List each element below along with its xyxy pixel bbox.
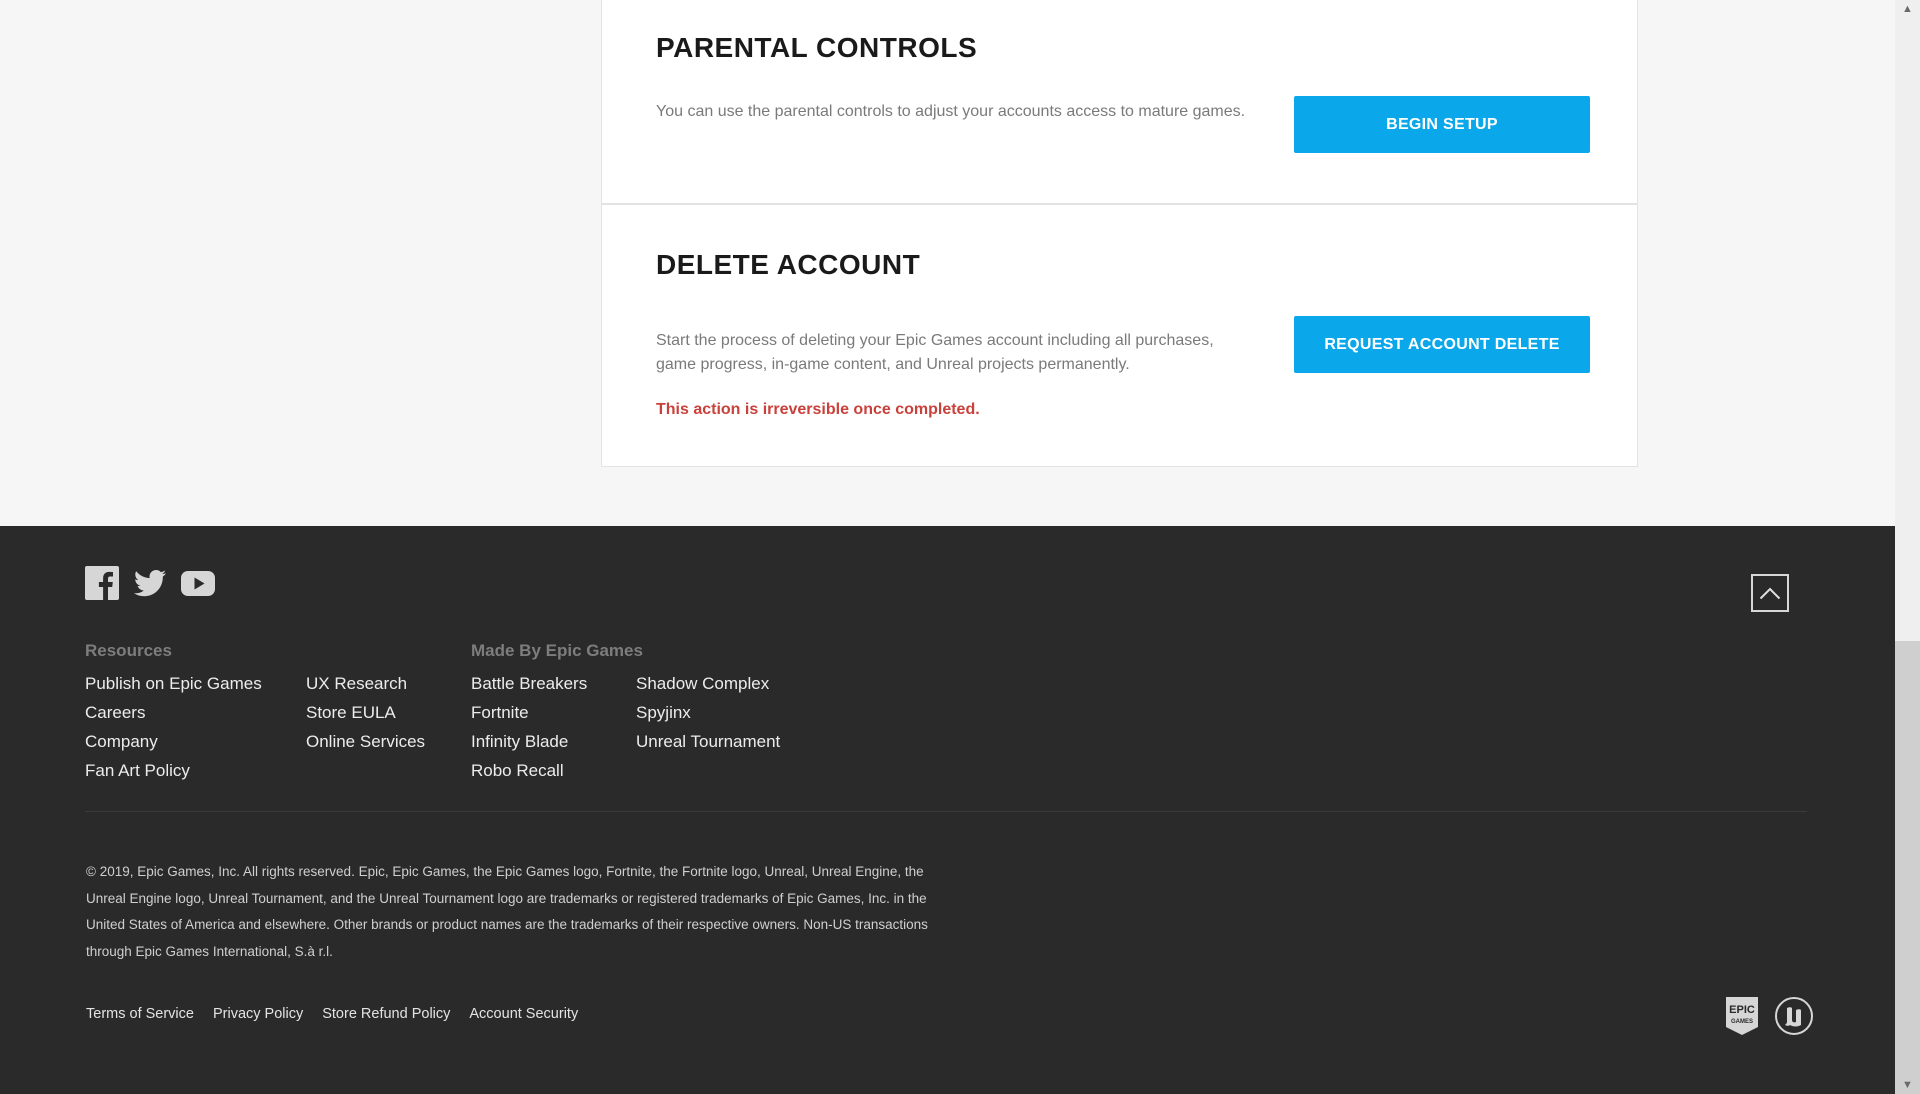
made-by-epic-column-2 [636, 669, 780, 756]
svg-text:GAMES: GAMES [1730, 1019, 1754, 1025]
footer-divider [85, 811, 1807, 812]
footer-link[interactable]: Spyjinx [636, 703, 691, 722]
store-refund-policy-link[interactable]: Store Refund Policy [322, 1006, 451, 1022]
resources-heading: Resources [85, 641, 172, 660]
delete-account-card [601, 204, 1638, 467]
youtube-icon[interactable] [181, 566, 215, 600]
irreversible-warning: This action is irreversible once completed. [656, 401, 980, 418]
footer-link[interactable]: Shadow Complex [636, 674, 770, 693]
footer-link[interactable]: Fortnite [471, 703, 529, 722]
legal-links [86, 1006, 578, 1022]
footer-link[interactable]: Robo Recall [471, 761, 564, 780]
unreal-engine-logo-icon[interactable] [1774, 996, 1814, 1036]
back-to-top-button[interactable] [1751, 574, 1789, 612]
footer-link[interactable]: Online Services [306, 732, 426, 751]
resources-column [85, 640, 262, 785]
brand-logos [1724, 995, 1814, 1037]
account-settings-area [0, 0, 1895, 526]
footer-link[interactable]: UX Research [306, 674, 408, 693]
footer-link[interactable]: Infinity Blade [471, 732, 569, 751]
social-links [85, 566, 215, 600]
terms-of-service-link[interactable]: Terms of Service [86, 1006, 194, 1022]
footer-link[interactable]: Store EULA [306, 703, 396, 722]
scrollbar-thumb[interactable] [1895, 641, 1920, 1094]
copyright-text: © 2019, Epic Games, Inc. All rights reserved. Epic, Epic Games, the Epic Games logo, Fortnite, the Fortnite logo, Unreal, Unreal Engine, the Unreal Engine logo, Unreal Tournament, and the Unreal Tournament logo are trademarks or registered trademarks of Epic Games, Inc. in the United States of America and elsewhere. Other brands or product names are the trademarks of their respective owners. Non-US transactions through Epic Games International, S.à r.l. [86, 864, 928, 959]
site-footer [0, 526, 1895, 1094]
parental-controls-title: PARENTAL CONTROLS [656, 32, 978, 63]
footer-link[interactable]: Fan Art Policy [85, 761, 190, 780]
footer-link[interactable]: Careers [85, 703, 146, 722]
begin-setup-button[interactable]: BEGIN SETUP [1294, 96, 1590, 153]
made-by-epic-column [471, 640, 643, 785]
footer-link[interactable]: Publish on Epic Games [85, 674, 262, 693]
facebook-icon[interactable] [85, 566, 119, 600]
delete-account-description: Start the process of deleting your Epic Games account including all purchases, game progress, in-game content, and Unreal projects permanently. [656, 332, 1214, 373]
made-by-epic-heading: Made By Epic Games [471, 641, 643, 660]
scroll-down-arrow-icon[interactable]: ▼ [1902, 1079, 1913, 1091]
footer-link[interactable]: Unreal Tournament [636, 732, 781, 751]
chevron-up-icon [1759, 586, 1781, 600]
footer-link[interactable]: Company [85, 732, 158, 751]
request-account-delete-button[interactable]: REQUEST ACCOUNT DELETE [1294, 316, 1590, 373]
epic-games-logo-icon[interactable] [1724, 995, 1760, 1037]
account-security-link[interactable]: Account Security [469, 1006, 579, 1022]
twitter-icon[interactable] [133, 566, 167, 600]
scroll-up-arrow-icon[interactable]: ▲ [1902, 3, 1913, 15]
resources-column-2 [306, 669, 425, 756]
parental-controls-description: You can use the parental controls to adjust your accounts access to mature games. [656, 103, 1246, 120]
footer-link[interactable]: Battle Breakers [471, 674, 588, 693]
delete-account-title: DELETE ACCOUNT [656, 249, 921, 280]
parental-controls-card [601, 0, 1638, 204]
svg-text:EPIC: EPIC [1729, 1004, 1755, 1016]
privacy-policy-link[interactable]: Privacy Policy [212, 1006, 304, 1022]
